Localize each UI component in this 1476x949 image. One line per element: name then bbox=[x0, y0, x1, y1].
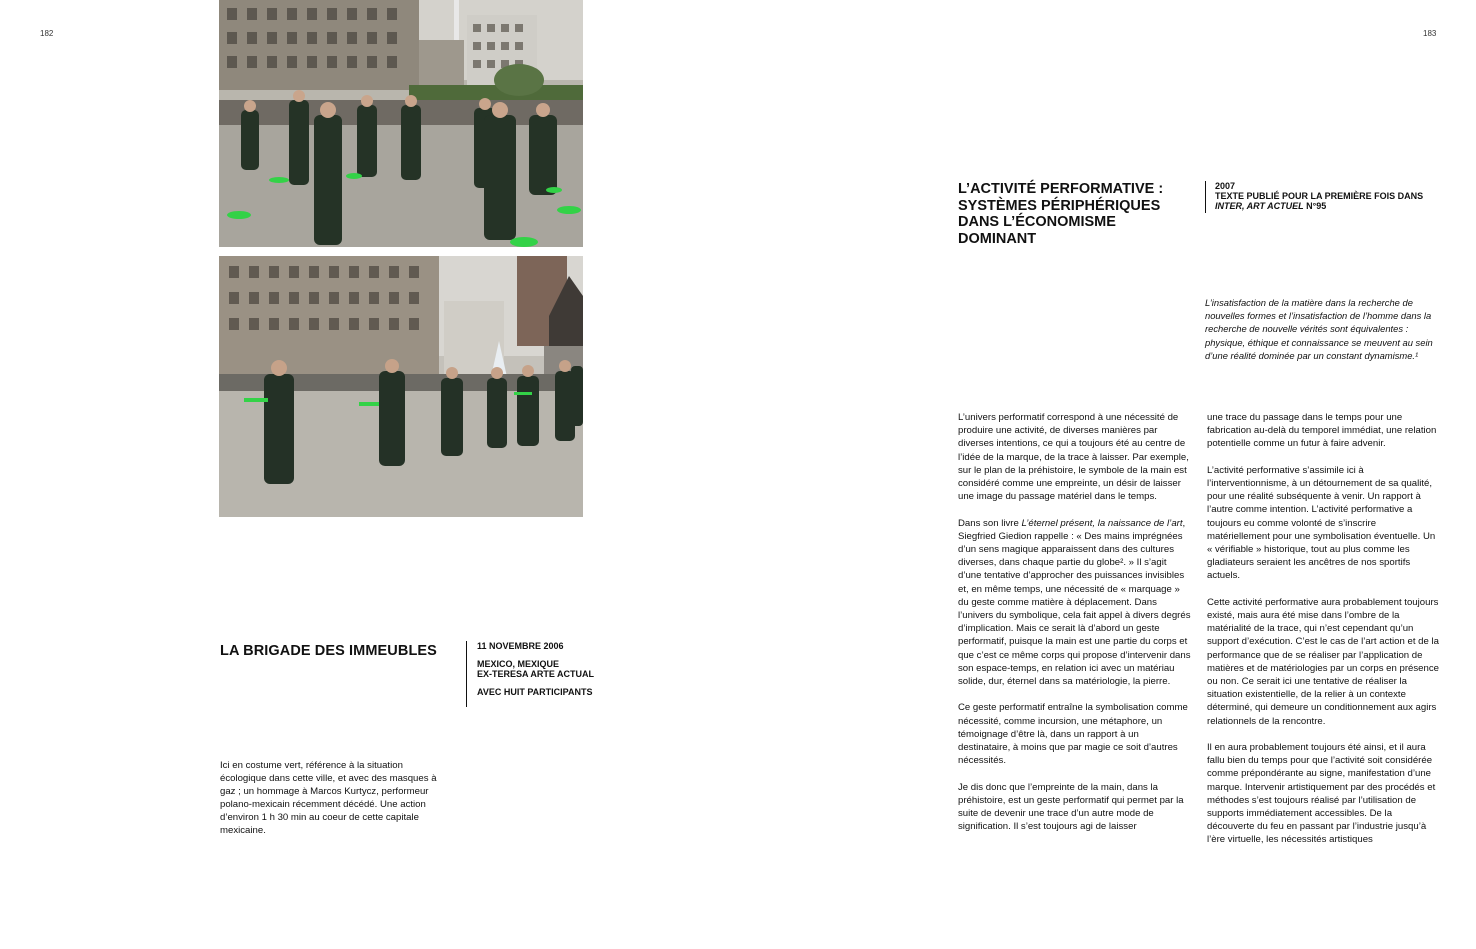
title-line-1: L’ACTIVITÉ PERFORMATIVE : bbox=[958, 181, 1164, 197]
title-line-3: DANS L’ÉCONOMISME bbox=[958, 214, 1116, 230]
publication-name: INTER, ART ACTUEL bbox=[1215, 201, 1304, 211]
paragraph: Il en aura probablement toujours été ainsi, et il aura fallu bien du temps pour que l’activité soit considérée comme prépondérante au signe, manifestation d’une marque. Intervenir artistiquement par des procédés et méthodes s’est toujours réalisé par l’utilisation de supports immédiatement accessibles. De la découverte du feu en passant par l’industrie jusqu’à l’ère virtuelle, les nécessités artistiques bbox=[1207, 742, 1436, 846]
text-span: , Siegfried Giedion rappelle : « Des mains imprégnées d’un sens magique apparaissent dans des cultures diverses, dans chaque partie du globe². » Il s’agit d’une tentative d’approcher des puissances invisibles et, en même temps, une nécessité de « marquage » du geste comme matière à déplacement. Dans l’univers du symbolique, cela fait appel à divers degrés d’implication. Mais ce serait là d’abord un geste performatif, puisque la main est une partie du corps et que c’est ce même corps qui propose d’intervenir dans son espace-temps, en relation ici avec un matériau solide, dur, éternel dans sa matériologie, la pierre. bbox=[958, 517, 1191, 688]
photo-caption: Ici en costume vert, référence à la situation écologique dans cette ville, et avec des masques à gaz ; un hommage à Marcos Kurtycz, performeur polano-mexicain récemment décédé. Une action d’environ 1 h 30 min au coeur de cette capitale mexicaine. bbox=[220, 760, 437, 836]
text-span: Dans son livre bbox=[958, 517, 1022, 529]
title-line-2: SYSTÈMES PÉRIPHÉRIQUES bbox=[958, 197, 1161, 214]
event-date: 11 NOVEMBRE 2006 bbox=[477, 641, 564, 651]
publication-issue: N°95 bbox=[1303, 201, 1327, 211]
performance-photo-plaza bbox=[219, 0, 583, 247]
page-number-right: 183 bbox=[1423, 29, 1437, 38]
publication-source bbox=[1215, 201, 1423, 211]
paragraph: Je dis donc que l’empreinte de la main, dans la préhistoire, est un geste performatif qui permet par la suite de devenir une trace d’un autre mode de signification. Il s’est toujours agi de laisser bbox=[958, 781, 1184, 833]
body-column-2 bbox=[1207, 411, 1441, 860]
page-number-left: 182 bbox=[40, 29, 54, 38]
publication-note: TEXTE PUBLIÉ POUR LA PREMIÈRE FOIS DANS bbox=[1215, 191, 1424, 201]
event-location-line2: EX-TERESA ARTE ACTUAL bbox=[477, 669, 594, 679]
title-line-4: DOMINANT bbox=[958, 230, 1037, 247]
paragraph: L’univers performatif correspond à une nécessité de produire une activité, de diverses manières par diverses intentions, ce qui a toujours été au centre de l’idée de la marque, de la trace à laisser. Par exemple, sur le plan de la préhistoire, le symbole de la main est considéré comme une empreinte, un désir de laisser une image du passage matériel dans le temps. bbox=[958, 412, 1189, 503]
book-title: L’éternel présent, la naissance de l’art bbox=[1021, 517, 1183, 529]
event-participants: AVEC HUIT PARTICIPANTS bbox=[477, 687, 593, 697]
performance-photo-line bbox=[219, 256, 583, 517]
left-page-meta bbox=[466, 641, 594, 707]
right-page-title bbox=[958, 181, 1188, 247]
left-page-title: LA BRIGADE DES IMMEUBLES bbox=[220, 643, 437, 659]
paragraph: Ce geste performatif entraîne la symbolisation comme nécessité, comme incursion, une métaphore, un témoignage d’être là, dans un rapport à un destinataire, à moins que par magie ce soit d’autres nécessités. bbox=[958, 702, 1188, 767]
body-column-1 bbox=[958, 411, 1192, 847]
epigraph: L’insatisfaction de la matière dans la recherche de nouvelles formes et l’insatisfaction de l’homme dans la recherche de nouvelle vérités sont équivalentes : physique, éthique et connaissance se meuvent au sein d’une réalité dominée par un constant dynamisme.¹ bbox=[1205, 297, 1433, 361]
publication-year: 2007 bbox=[1215, 181, 1236, 191]
paragraph bbox=[958, 517, 1192, 689]
event-location-line1: MEXICO, MEXIQUE bbox=[477, 659, 560, 669]
paragraph: L’activité performative s’assimile ici à l’interventionnisme, à un détournement de sa qualité, pour une réalité subséquente à venir. Un rapport à l’autre comme intention. L’activité performative a toujours eu comme volonté de s’inscrire matériellement pour une symbolisation éventuelle. Un « vérifiable » historique, tout au plus comme les gladiateurs seraient les ancêtres de nos sportifs actuels. bbox=[1207, 464, 1436, 582]
paragraph: Cette activité performative aura probablement toujours existé, mais aura été mise dans l’ombre de la matérialité de la trace, qui n’est cependant qu’un support d’exécution. C’est le cas de l’art action et de la performance que de se réaliser par l’application de matières et de matériologies par un corps en présence ou non. Ce serait ici une tentative de réaliser la situation existentielle, de la relier à un contexte déterminé, qui demeure un conditionnement aux agirs relationnels de la rencontre. bbox=[1207, 596, 1439, 727]
paragraph: une trace du passage dans le temps pour une fabrication au-delà du temporel immédiat, une relation potentielle comme un futur à faire advenir. bbox=[1207, 412, 1437, 450]
right-page-meta bbox=[1205, 181, 1423, 213]
